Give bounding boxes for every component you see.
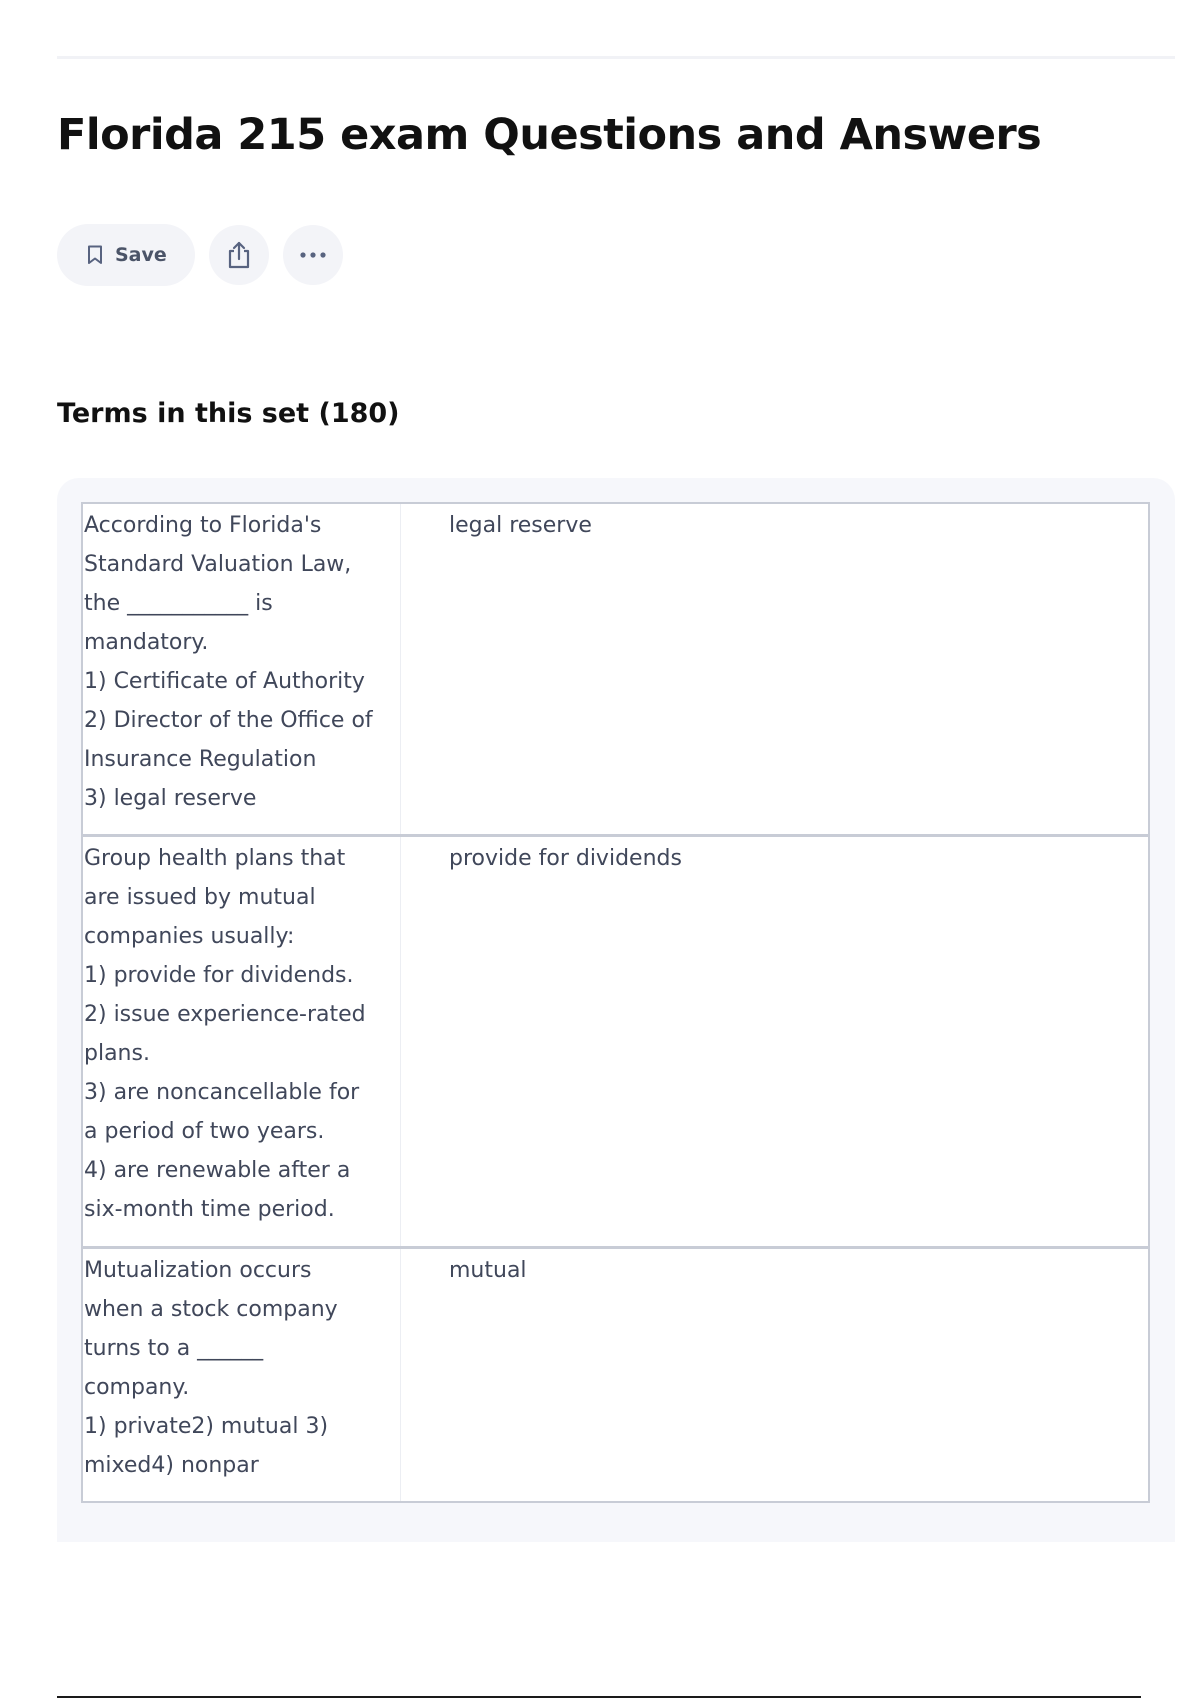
term-row bbox=[83, 504, 1148, 837]
share-icon bbox=[226, 240, 252, 270]
save-button[interactable] bbox=[57, 224, 195, 286]
definition-text: legal reserve bbox=[449, 513, 592, 538]
term-text: According to Florida's Standard Valuation Law, the ___________ is mandatory. 1) Certificate of Authority 2) Director of the Office of Insurance Regulation 3) legal reserve bbox=[83, 504, 401, 834]
term-text: Group health plans that are issued by mutual companies usually: 1) provide for dividends. 2) issue experience-rated plans. 3) are noncancellable for a period of two years. 4) are renewable after a six-month time period. bbox=[83, 837, 401, 1246]
page-title: Florida 215 exam Questions and Answers bbox=[57, 110, 1042, 160]
definition-text: provide for dividends bbox=[449, 846, 682, 871]
term-row bbox=[83, 1249, 1148, 1501]
terms-section-title: Terms in this set (180) bbox=[57, 398, 400, 429]
terms-panel bbox=[57, 478, 1175, 1542]
definition-text: mutual bbox=[449, 1258, 527, 1283]
action-bar bbox=[57, 224, 343, 286]
term-row bbox=[83, 837, 1148, 1249]
bookmark-icon bbox=[87, 245, 103, 265]
bottom-divider bbox=[57, 1696, 1141, 1698]
term-text: Mutualization occurs when a stock company turns to a ______ company. 1) private2) mutual 3) mixed4) nonpar bbox=[83, 1249, 401, 1501]
more-button[interactable] bbox=[283, 225, 343, 285]
share-button[interactable] bbox=[209, 225, 269, 285]
top-divider bbox=[57, 56, 1175, 59]
terms-table bbox=[81, 502, 1150, 1503]
more-horizontal-icon bbox=[299, 251, 327, 259]
save-button-label: Save bbox=[115, 244, 167, 266]
